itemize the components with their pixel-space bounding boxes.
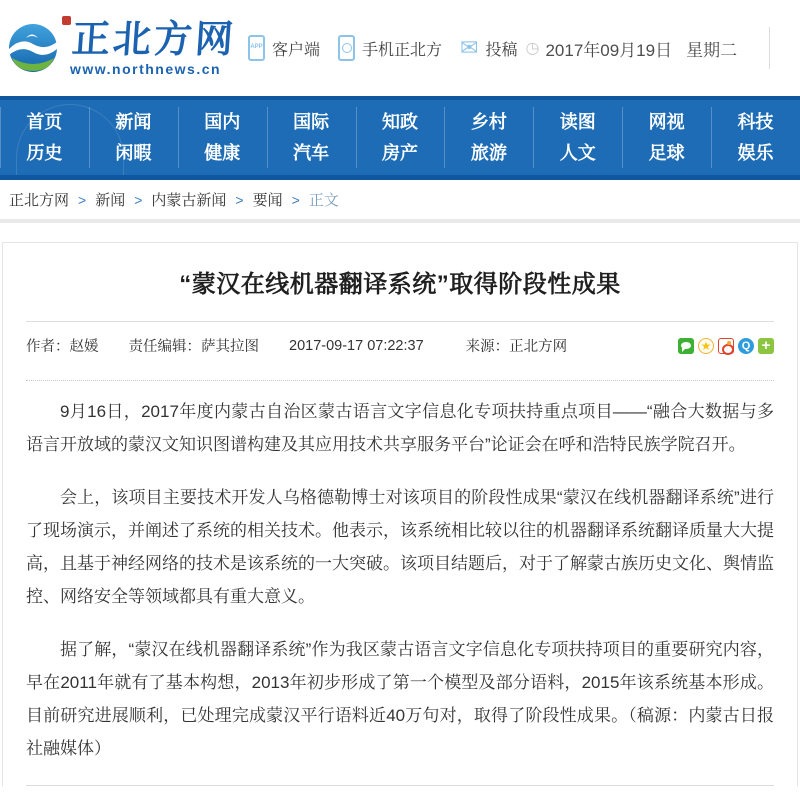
breadcrumb-neimenggu-news[interactable]: 内蒙古新闻 [151, 192, 227, 209]
wechat-share-icon[interactable] [678, 338, 694, 354]
header-links [236, 27, 790, 69]
breadcrumb-separator: > [235, 191, 244, 208]
section-divider [0, 219, 800, 223]
weibo-share-icon[interactable] [718, 338, 734, 354]
site-name: 正北方网 [70, 18, 238, 61]
article-body [26, 395, 774, 765]
mobile-site-link[interactable]: 手机正北方 [338, 35, 442, 61]
header-divider [769, 27, 770, 69]
article-bottom-divider [26, 785, 774, 786]
article-editor: 责任编辑：萨其拉图 [128, 339, 259, 355]
mobile-phone-icon [338, 35, 355, 61]
nav-item-news-leisure[interactable]: 新闻 闲暇 [89, 100, 178, 175]
nav-item-rural-travel[interactable]: 乡村 旅游 [444, 100, 533, 175]
article-title: “蒙汉在线机器翻译系统”取得阶段性成果 [179, 271, 621, 298]
breadcrumb-separator: > [78, 191, 87, 208]
current-date: 2017年09月19日 [545, 40, 673, 60]
more-share-icon[interactable] [758, 338, 774, 354]
article-author: 作者：赵媛 [26, 339, 99, 355]
clock-icon: ◷ [525, 40, 540, 57]
nav-item-politics-realestate[interactable]: 知政 房产 [356, 100, 445, 175]
breadcrumb-home[interactable]: 正北方网 [9, 192, 70, 209]
nav-item-domestic-health[interactable]: 国内 健康 [178, 100, 267, 175]
breadcrumb-highlights[interactable]: 要闻 [252, 192, 283, 209]
breadcrumb-separator: > [291, 191, 300, 208]
share-bar [674, 338, 774, 354]
article-source: 来源：正北方网 [465, 339, 568, 355]
site-logo-icon [8, 23, 58, 73]
app-client-link[interactable]: APP 客户端 [248, 35, 320, 61]
main-nav [0, 96, 800, 180]
meta-bottom-divider [26, 380, 774, 381]
article-container [2, 242, 798, 786]
breadcrumb-current: 正文 [308, 192, 339, 209]
date-display [525, 36, 737, 61]
nav-item-home-history[interactable]: 首页 历史 [0, 100, 89, 175]
nav-item-photos-culture[interactable]: 读图 人文 [533, 100, 622, 175]
article-meta [26, 322, 774, 356]
breadcrumb-news[interactable]: 新闻 [95, 192, 126, 209]
site-header [0, 0, 800, 96]
site-url: www.northnews.cn [70, 60, 222, 77]
qzone-share-icon[interactable] [698, 338, 714, 354]
envelope-icon: ✉ [460, 35, 479, 60]
article-paragraph: 据了解，“蒙汉在线机器翻译系统”作为我区蒙古语言文字信息化专项扶持项目的重要研究内容，早在2011年就有了基本构想，2013年初步形成了第一个模型及部分语料，2015年该系统基本形成。目前研究进展顺利，已处理完成蒙汉平行语料近40万句对，取得了阶段性成果。（稿源：内蒙古日报社融媒体） [26, 640, 774, 758]
app-phone-icon [248, 35, 265, 61]
nav-item-world-auto[interactable]: 国际 汽车 [267, 100, 356, 175]
submit-article-link[interactable]: ✉ 投稿 [460, 35, 518, 60]
article-paragraph: 会上，该项目主要技术开发人乌格德勒博士对该项目的阶段性成果“蒙汉在线机器翻译系统”进行了现场演示，并阐述了系统的相关技术。他表示，该系统相比较以往的机器翻译系统翻译质量大大提高，且基于神经网络的技术是该系统的一大突破。该项目结题后，对于了解蒙古族历史文化、舆情监控、网络安全等领域都具有重大意义。 [26, 488, 774, 606]
article-datetime: 2017-09-17 07:22:37 [289, 337, 424, 354]
site-logo[interactable] [8, 20, 236, 77]
article-paragraph: 9月16日，2017年度内蒙古自治区蒙古语言文字信息化专项扶持重点项目——“融合大数据与多语言开放域的蒙汉文知识图谱构建及其应用技术共享服务平台”论证会在呼和浩特民族学院召开。 [26, 402, 774, 454]
breadcrumb-separator: > [134, 191, 143, 208]
nav-item-tech-entertainment[interactable]: 科技 娱乐 [711, 100, 800, 175]
nav-item-video-football[interactable]: 网视 足球 [622, 100, 711, 175]
current-weekday: 星期二 [686, 40, 738, 60]
qq-share-icon[interactable] [738, 338, 754, 354]
breadcrumb [0, 180, 800, 219]
